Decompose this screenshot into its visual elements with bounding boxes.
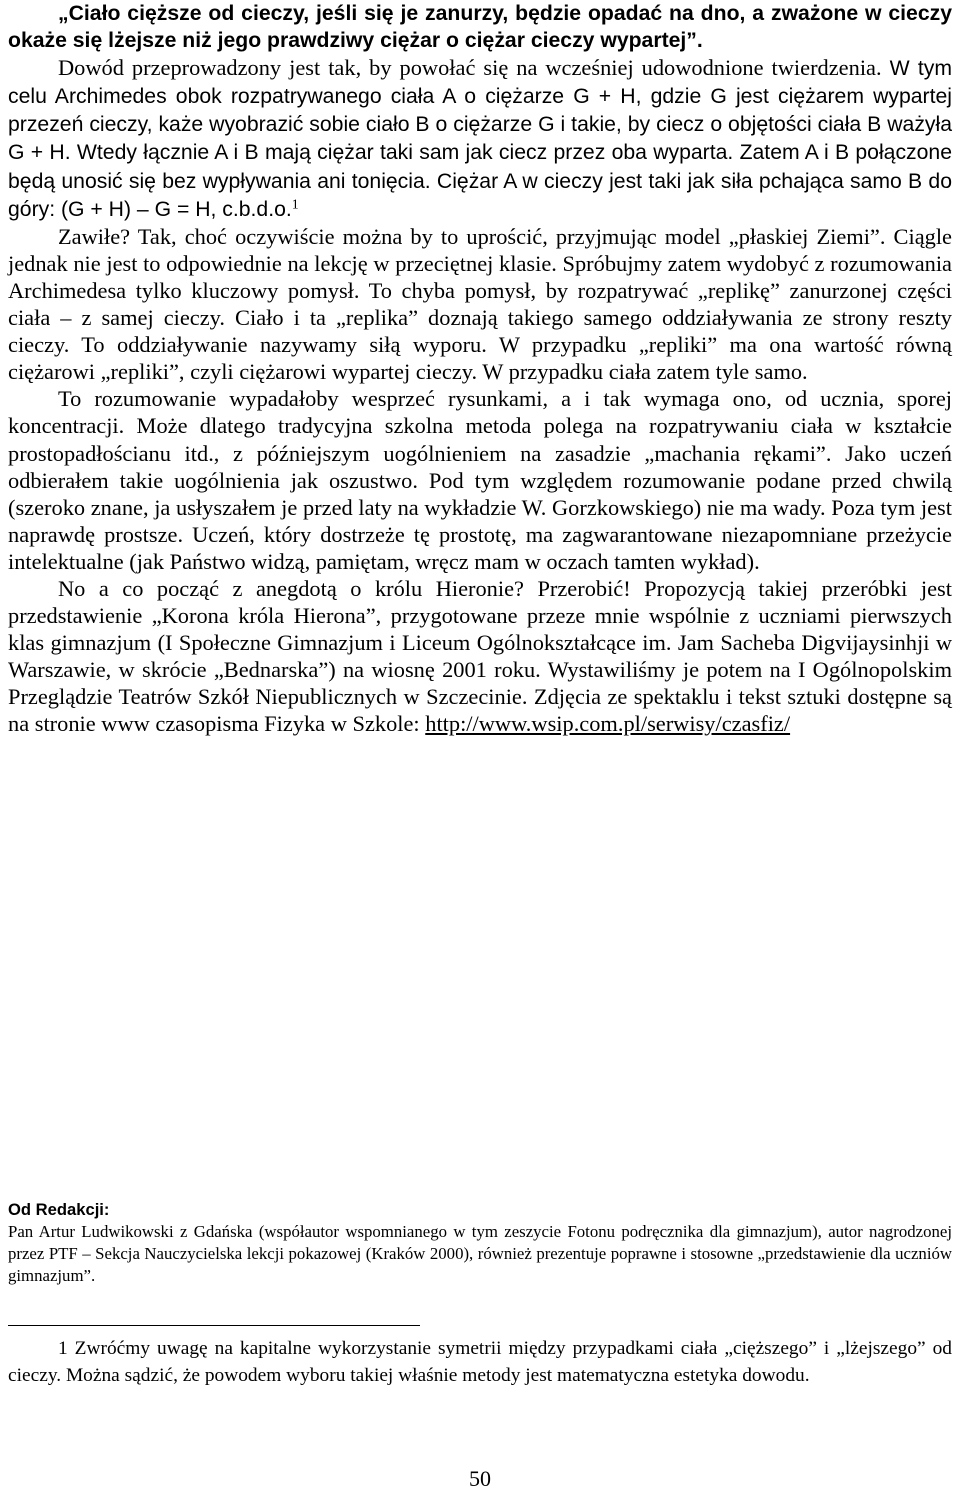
archimedes-quote: „Ciało cięższe od cieczy, jeśli się je zanurzy, będzie opadać na dno, a zważone w cieczy okaże się lżejsze niż jego prawdziwy ciężar o ciężar cieczy wypartej”. <box>8 2 952 53</box>
main-text <box>8 0 952 738</box>
paragraph-simplification: Zawiłe? Tak, choć oczywiście można by to uprościć, przyjmując model „płaskiej Ziemi”. Ciągle jednak nie jest to odpowiednie na lekcję w przeciętnej klasie. Spróbujmy zatem wydobyć z rozumowania Archimedesa tylko kluczowy pomysł. To chyba pomysł, by rozpatrywać „replikę” zanurzonej części ciała – z samej cieczy. Ciało i ta „replika” doznają takiego samego oddziaływania ze strony reszty cieczy. To oddziaływanie nazywamy siłą wyporu. W przypadku „repliki” ma ona wartość równą ciężarowi „repliki”, czyli ciężarowi wypartej cieczy. W przypadku ciała zatem tyle samo. <box>8 223 952 385</box>
footnote-divider <box>8 1325 420 1326</box>
proof-intro: Dowód przeprowadzony jest tak, by powołać się na wcześniej udowodnione twierdzenia. <box>58 55 890 81</box>
paragraph-hieron <box>8 575 952 738</box>
footnote <box>8 1336 952 1389</box>
page <box>8 0 952 1491</box>
footnote-marker: 1 <box>58 1338 68 1359</box>
paragraph-reasoning: To rozumowanie wypadałoby wesprzeć rysunkami, a i tak wymaga ono, od ucznia, sporej koncentracji. Może dlatego tradycyjna szkolna metoda polega na rozpatrywaniu ciała w kształcie prostopadłościanu itd., z późniejszym uogólnieniem na zasadzie „machania rękami”. Jako uczeń odbierałem takie uogólnienia jak oszustwo. Pod tym względem rozumowanie podane przed chwilą (szeroko znane, ja usłyszałem je przed laty na wykładzie W. Gorzkowskiego) nie ma wady. Poza tym jest naprawdę prostsze. Uczeń, który dostrzeże tę prostotę, ma zagwarantowane niezapomniane przeżycie intelektualne (jak Państwo widzą, pamiętam, wręcz mam w oczach tamten wykład). <box>8 386 952 574</box>
editorial-heading: Od Redakcji: <box>8 1200 110 1219</box>
proof-sans-text: W tym celu Archimedes obok rozpatrywanego ciała A o ciężarze G + H, gdzie G jest ciężarem wypartej przezeń cieczy, każe wyobrazić sobie ciało B o ciężarze G i takie, by ciecz o objętości ciała B ważyła G + H. Wtedy łącznie A i B mają ciężar taki sam jak ciecz przez oba wyparta. Zatem A i B połączone będą unosić się bez wypływania ani tonięcia. Ciężar A w cieczy jest taki jak siła pchająca samo B do góry: (G + H) – G = H, c.b.d.o. <box>8 57 952 221</box>
wsip-link[interactable]: http://www.wsip.com.pl/serwisy/czasfiz/ <box>425 711 791 737</box>
footnote-text: Zwróćmy uwagę na kapitalne wykorzystanie symetrii między przypadkami ciała „cięższego” i „lżejszego” od cieczy. Można sądzić, że powodem wyboru takiej właśnie metody jest matematyczna estetyka dowodu. <box>8 1338 952 1386</box>
editorial-note <box>8 1199 952 1287</box>
editorial-text: Pan Artur Ludwikowski z Gdańska (współautor wspomnianego w tym zeszycie Fotonu podręcznika dla gimnazjum), autor nagrodzonej przez PTF – Sekcja Nauczycielska lekcji pokazowej (Kraków 2000), również prezentuje poprawne i stosowne „przedstawienie dla uczniów gimnazjum”. <box>8 1222 952 1285</box>
page-number: 50 <box>469 1466 491 1491</box>
footnote-reference[interactable]: 1 <box>291 197 299 213</box>
hieron-text: No a co począć z anegdotą o królu Hieronie? Przerobić! Propozycją takiej przeróbki jest przedstawienie „Korona króla Hierona”, przygotowane przeze mnie wspólnie z uczniami pierwszych klas gimnazjum (I Społeczne Gimnazjum i Liceum Ogólnokształcące im. Jam Sacheba Digvijaysinhji w Warszawie, w skrócie „Bednarska”) na wiosnę 2001 roku. Wystawiliśmy je potem na I Ogólnopolskim Przeglądzie Teatrów Szkół Niepublicznych w Szczecinie. Zdjęcia ze spektaklu i tekst sztuki dostępne są na stronie www czasopisma Fizyka w Szkole: <box>8 575 952 737</box>
paragraph-proof <box>8 54 952 223</box>
